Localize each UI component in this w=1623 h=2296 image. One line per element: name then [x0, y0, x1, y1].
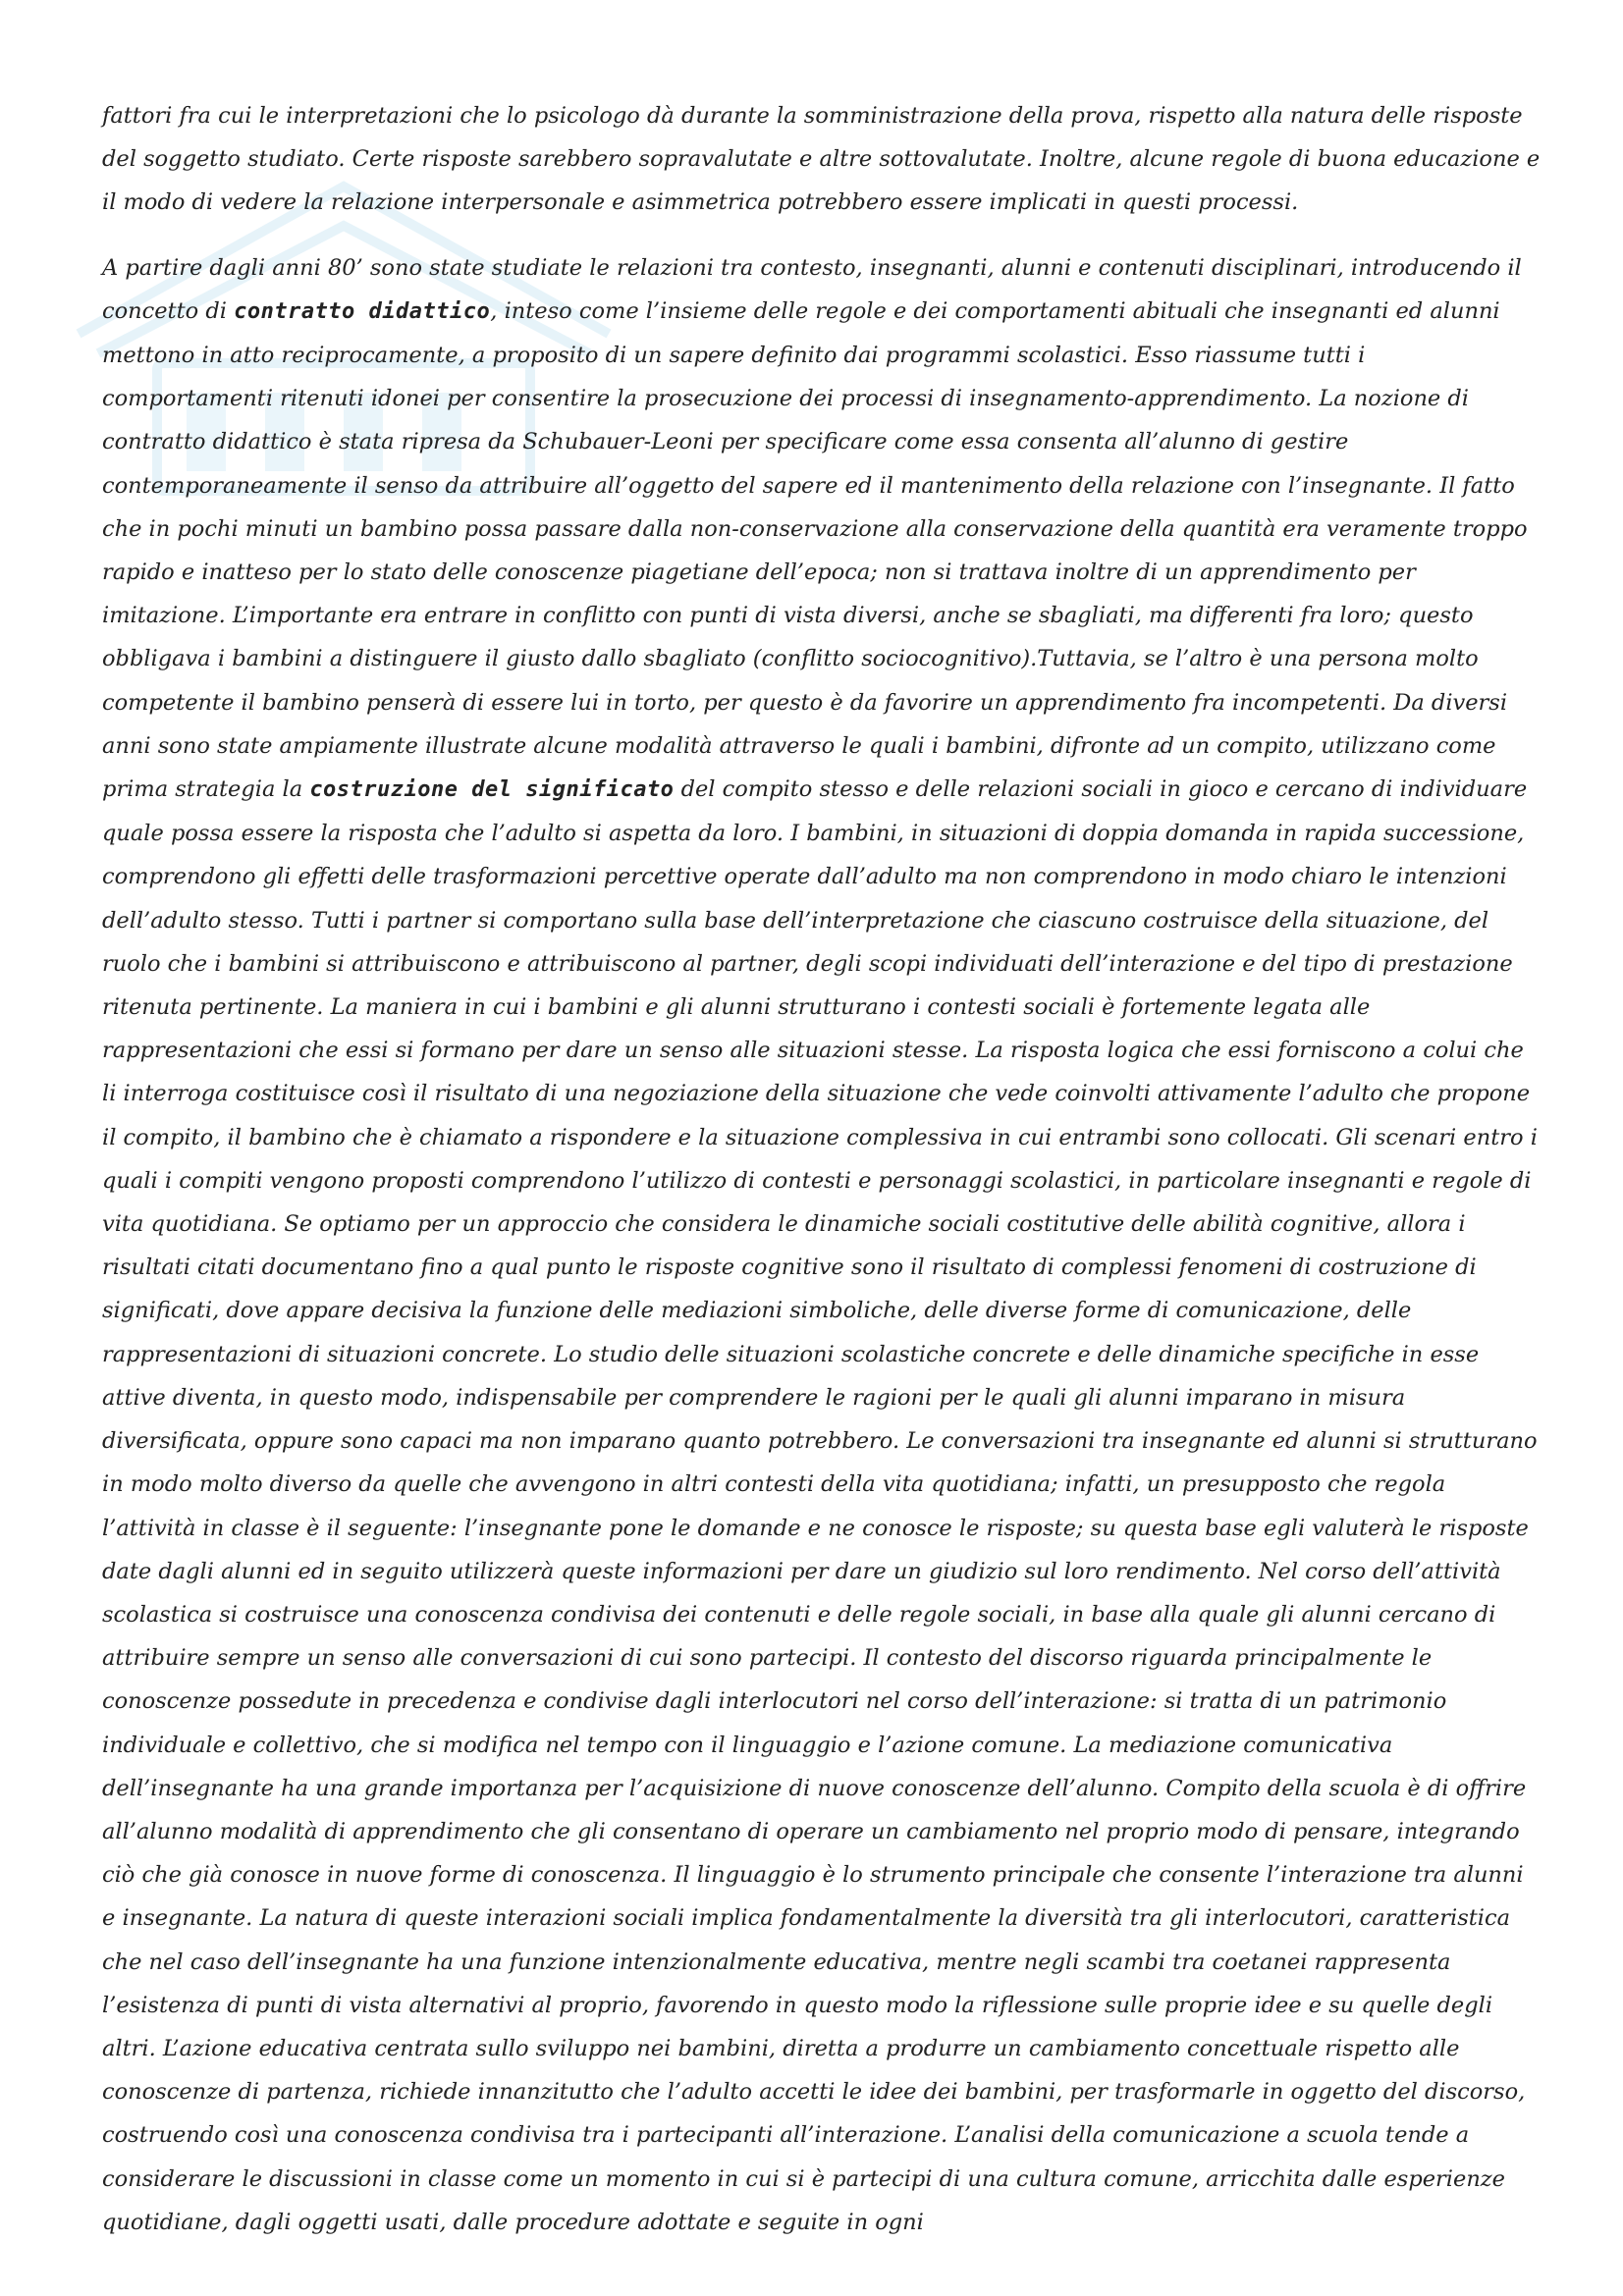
document-body: [102, 94, 1542, 2244]
key-term: contratto didattico: [234, 298, 491, 324]
body-text: A partire dagli anni 80’ sono state studiate le relazioni tra contesto, insegnanti, alunni e contenuti disciplinari, introducendo il concetto di: [102, 254, 1522, 324]
body-text: fattori fra cui le interpretazioni che lo psicologo dà durante la somministrazione della prova, rispetto alla natura delle risposte del soggetto studiato. Certe risposte sarebbero sopravalutate e altre sottovalutate. Inoltre, alcune regole di buona educazione e il modo di vedere la relazione interpersonale e asimmetrica potrebbero essere implicati in questi processi.: [102, 103, 1541, 216]
key-term: costruzione del significato: [309, 777, 675, 803]
paragraph: [102, 246, 1542, 2244]
body-text: , inteso come l’insieme delle regole e dei comportamenti abituali che insegnanti ed alunni mettono in atto reciprocamente, a proposito di un sapere definito dai programmi scolastici. Esso riassume tutti i comportamenti ritenuti idonei per consentire la prosecuzione dei processi di insegnamento-apprendimento. La nozione di contratto didattico è stata ripresa da Schubauer-Leoni per specificare come essa consenta all’alunno di gestire contemporaneamente il senso da attribuire all’oggetto del sapere ed il mantenimento della relazione con l’insegnante. Il fatto che in pochi minuti un bambino possa passare dalla non-conservazione alla conservazione della quantità era veramente troppo rapido e inatteso per lo stato delle conoscenze piagetiane dell’epoca; non si trattava inoltre di un apprendimento per imitazione. L’importante era entrare in conflitto con punti di vista diversi, anche se sbagliati, ma differenti fra loro; questo obbligava i bambini a distinguere il giusto dallo sbagliato (conflitto sociocognitivo).Tuttavia, se l’altro è una persona molto competente il bambino penserà di essere lui in torto, per questo è da favorire un apprendimento fra incompetenti. Da diversi anni sono state ampiamente illustrate alcune modalità attraverso le quali i bambini, difronte ad un compito, utilizzano come prima strategia la: [102, 297, 1528, 803]
paragraph: [102, 94, 1542, 225]
body-text: del compito stesso e delle relazioni sociali in gioco e cercano di individuare quale possa essere la risposta che l’adulto si aspetta da loro. I bambini, in situazioni di doppia domanda in rapida successione, comprendono gli effetti delle trasformazioni percettive operate dall’adulto ma non comprendono in modo chiaro le intenzioni dell’adulto stesso. Tutti i partner si comportano sulla base dell’interpretazione che ciascuno costruisce della situazione, del ruolo che i bambini si attribuiscono e attribuiscono al partner, degli scopi individuati dell’interazione e del tipo di prestazione ritenuta pertinente. La maniera in cui i bambini e gli alunni strutturano i contesti sociali è fortemente legata alle rappresentazioni che essi si formano per dare un senso alle situazioni stesse. La risposta logica che essi forniscono a colui che li interroga costituisce così il risultato di una negoziazione della situazione che vede coinvolti attivamente l’adulto che propone il compito, il bambino che è chiamato a rispondere e la situazione complessiva in cui entrambi sono collocati. Gli scenari entro i quali i compiti vengono proposti comprendono l’utilizzo di contesti e personaggi scolastici, in particolare insegnanti e regole di vita quotidiana. Se optiamo per un approccio che considera le dinamiche sociali costitutive delle abilità cognitive, allora i risultati citati documentano fino a qual punto le risposte cognitive sono il risultato di complessi fenomeni di costruzione di significati, dove appare decisiva la funzione delle mediazioni simboliche, delle diverse forme di comunicazione, delle rappresentazioni di situazioni concrete. Lo studio delle situazioni scolastiche concrete e delle dinamiche specifiche in esse attive diventa, in questo modo, indispensabile per comprendere le ragioni per le quali gli alunni imparano in misura diversificata, oppure sono capaci ma non imparano quanto potrebbero. Le conversazioni tra insegnante ed alunni si strutturano in modo molto diverso da quelle che avvengono in altri contesti della vita quotidiana; infatti, un presupposto che regola l’attività in classe è il seguente: l’insegnante pone le domande e ne conosce le risposte; su questa base egli valuterà le risposte date dagli alunni ed in seguito utilizzerà queste informazioni per dare un giudizio sul loro rendimento. Nel corso dell’attività scolastica si costruisce una conoscenza condivisa dei contenuti e delle regole sociali, in base alla quale gli alunni cercano di attribuire sempre un senso alle conversazioni di cui sono partecipi. Il contesto del discorso riguarda principalmente le conoscenze possedute in precedenza e condivise dagli interlocutori nel corso dell’interazione: si tratta di un patrimonio individuale e collettivo, che si modifica nel tempo con il linguaggio e l’azione comune. La mediazione comunicativa dell’insegnante ha una grande importanza per l’acquisizione di nuove conoscenze dell’alunno. Compito della scuola è di offrire all’alunno modalità di apprendimento che gli consentano di operare un cambiamento nel proprio modo di pensare, integrando ciò che già conosce in nuove forme di conoscenza. Il linguaggio è lo strumento principale che consente l’interazione tra alunni e insegnante. La natura di queste interazioni sociali implica fondamentalmente la diversità tra gli interlocutori, caratteristica che nel caso dell’insegnante ha una funzione intenzionalmente educativa, mentre negli scambi tra coetanei rappresenta l’esistenza di punti di vista alternativi al proprio, favorendo in questo modo la riflessione sulle proprie idee e su quelle degli altri. L’azione educativa centrata sullo sviluppo nei bambini, diretta a produrre un cambiamento concettuale rispetto alle conoscenze di partenza, richiede innanzitutto che l’adulto accetti le idee dei bambini, per trasformarle in oggetto del discorso, costruendo così una conoscenza condivisa tra i partecipanti all’interazione. L’analisi della comunicazione a scuola tende a considerare le discussioni in classe come un momento in cui si è partecipi di una cultura comune, arricchita dalle esperienze quotidiane, dagli oggetti usati, dalle procedure adottate e seguite in ogni: [102, 776, 1538, 2235]
